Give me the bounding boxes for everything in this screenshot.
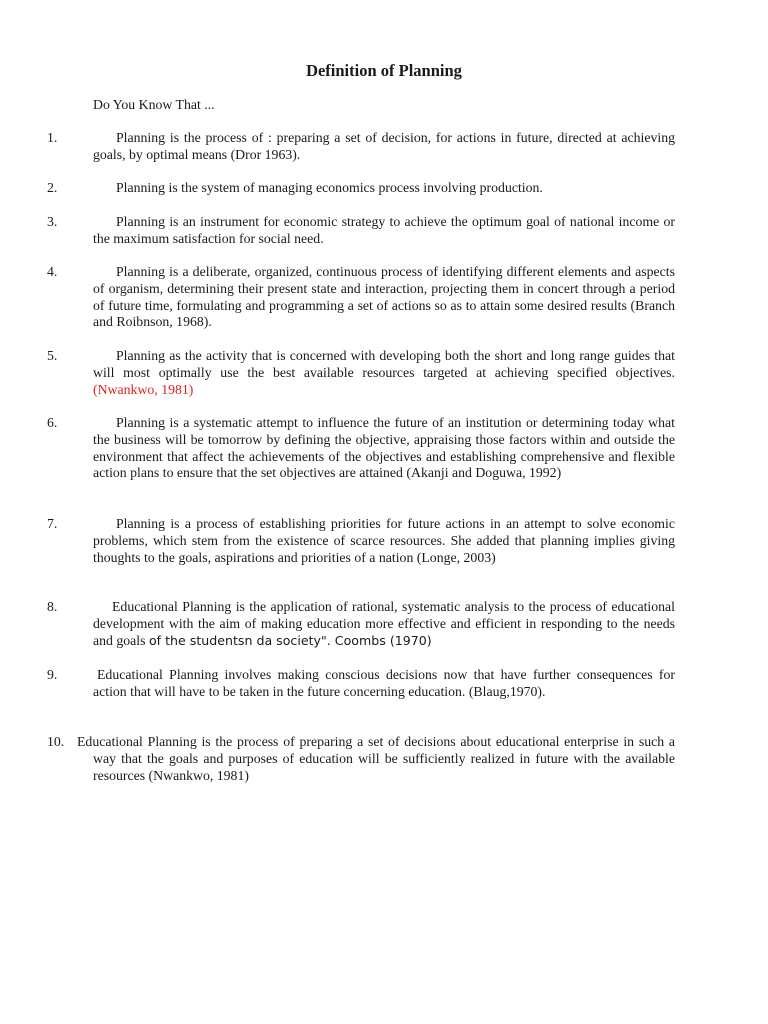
- item-number: 8.: [47, 599, 58, 614]
- list-item-4: [47, 264, 675, 331]
- item-text: Planning is the process of : preparing a set of decision, for actions in future, directed at achieving goals, by optimal means (Dror 1963).: [93, 130, 675, 162]
- page-title: Definition of Planning: [306, 61, 462, 80]
- list-item-8: [47, 599, 675, 649]
- item-number: 2.: [47, 180, 58, 195]
- item-text: Planning is a systematic attempt to influence the future of an institution or determining today what the business will be tomorrow by defining the objective, appraising those factors within and outside the environment that affect the achievements of the objectives and establishing comprehensive and flexible action plans to ensure that the set objectives are attained (Akanji and Doguwa, 1992): [93, 415, 675, 481]
- item-text: Educational Planning involves making conscious decisions now that have further consequences for action that will have to be taken in the future concerning education. (Blaug,1970).: [93, 667, 675, 699]
- list-item-2: [47, 180, 675, 197]
- list-item-5: [47, 348, 675, 398]
- item-number: 5.: [47, 348, 58, 363]
- item-number: 4.: [47, 264, 58, 279]
- item-text: [93, 348, 675, 398]
- item-text: [93, 599, 675, 649]
- list-item-7: [47, 516, 675, 566]
- item-number: 3.: [47, 214, 58, 229]
- item-number: 10.: [47, 734, 65, 749]
- citation-highlight: (Nwankwo, 1981): [93, 381, 194, 397]
- item-text: Planning is a deliberate, organized, continuous process of identifying different elements and aspects of organism, determining their present state and interaction, projecting them in concert through a period of future time, formulating and programming a set of actions so as to attain some desired results (Branch and Roibnson, 1968).: [93, 264, 675, 330]
- list-item-1: [47, 130, 675, 164]
- item-number: 7.: [47, 516, 58, 531]
- intro-text: Do You Know That ...: [93, 97, 215, 112]
- item-text: Educational Planning is the process of preparing a set of decisions about educational enterprise in such a way that the goals and purposes of education will be sufficiently realized in future with the available resources (Nwankwo, 1981): [77, 734, 675, 783]
- item-number: 9.: [47, 667, 58, 682]
- list-item-6: [47, 415, 675, 482]
- list-item-10: [47, 734, 675, 784]
- item-text-main: Planning as the activity that is concerned with developing both the short and long range guides that will most optimally use the best available resources targeted at achieving specified objectives.: [93, 348, 675, 380]
- list-item-3: [47, 214, 675, 248]
- item-number: 1.: [47, 130, 58, 145]
- item-text: Planning is a process of establishing priorities for future actions in an attempt to solve economic problems, which stem from the existence of scarce resources. She added that planning implies giving thoughts to the goals, aspirations and priorities of a nation (Longe, 2003): [93, 516, 675, 565]
- item-number: 6.: [47, 415, 58, 430]
- list-item-9: [47, 667, 675, 701]
- item-text-tail: of the studentsn da society". Coombs (1970): [148, 632, 432, 648]
- item-text: Planning is the system of managing economics process involving production.: [116, 180, 543, 195]
- item-text: Planning is an instrument for economic strategy to achieve the optimum goal of national income or the maximum satisfaction for social need.: [93, 214, 675, 246]
- item-text-main: Educational Planning is the application of rational, systematic analysis to the process of educational development with the aim of making education more effective and efficient in responding to the needs and goals: [93, 599, 675, 648]
